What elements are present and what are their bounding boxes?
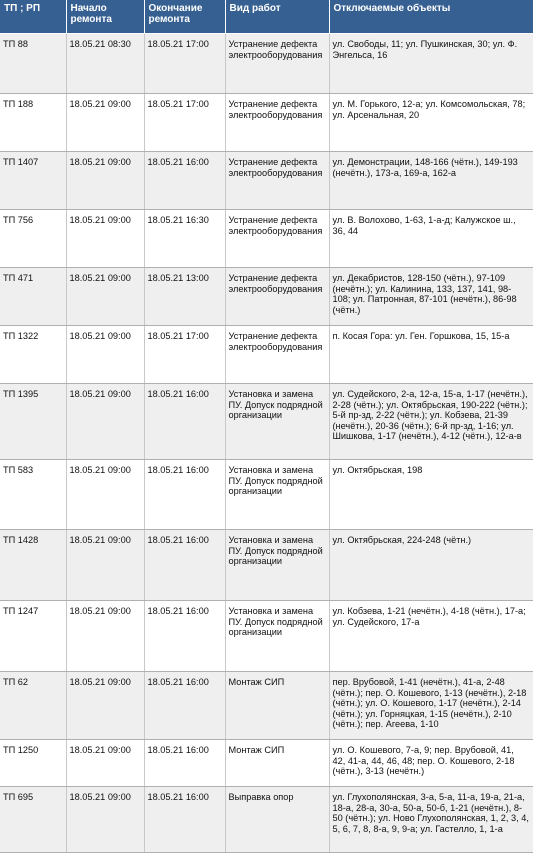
cell-tp: ТП 62 <box>0 672 66 740</box>
cell-objects: ул. Судейского, 2-а, 12-а, 15-а, 1-17 (нечётн.), 2-28 (чётн.); ул. Октябрьская, 190-222 (чётн.); 5-й пр-зд, 2-22 (чётн.); ул. Кобзева, 21-39 (нечётн.), 20-36 (чётн.); 6-й пр-зд, 1-16; ул. Шишкова, 1-17 (нечётн.), 4-12 (чётн.), 12-а-в <box>329 384 533 460</box>
cell-tp: ТП 1247 <box>0 601 66 672</box>
cell-work: Выправка опор <box>225 787 329 853</box>
header-end: Окончание ремонта <box>144 0 225 34</box>
cell-end: 18.05.21 16:00 <box>144 530 225 601</box>
cell-start: 18.05.21 09:00 <box>66 530 144 601</box>
cell-work: Установка и замена ПУ. Допуск подрядной организации <box>225 530 329 601</box>
cell-end: 18.05.21 16:30 <box>144 210 225 268</box>
cell-work: Монтаж СИП <box>225 672 329 740</box>
cell-tp: ТП 1250 <box>0 740 66 787</box>
cell-objects: ул. Октябрьская, 224-248 (чётн.) <box>329 530 533 601</box>
cell-start: 18.05.21 09:00 <box>66 326 144 384</box>
cell-objects: ул. Октябрьская, 198 <box>329 460 533 530</box>
cell-work: Монтаж СИП <box>225 740 329 787</box>
table-row <box>0 326 533 384</box>
cell-objects: ул. О. Кошевого, 7-а, 9; пер. Врубовой, 41, 42, 41-а, 44, 46, 48; пер. О. Кошевого, 2-18 (чётн.), 3-13 (нечётн.) <box>329 740 533 787</box>
table-header-row <box>0 0 533 34</box>
cell-start: 18.05.21 09:00 <box>66 384 144 460</box>
cell-tp: ТП 1322 <box>0 326 66 384</box>
cell-objects: ул. М. Горького, 12-а; ул. Комсомольская, 78; ул. Арсенальная, 20 <box>329 94 533 152</box>
table-row <box>0 34 533 94</box>
cell-end: 18.05.21 16:00 <box>144 787 225 853</box>
cell-work: Устранение дефекта электрооборудования <box>225 326 329 384</box>
cell-start: 18.05.21 09:00 <box>66 601 144 672</box>
cell-work: Устранение дефекта электрооборудования <box>225 152 329 210</box>
cell-start: 18.05.21 09:00 <box>66 94 144 152</box>
cell-end: 18.05.21 17:00 <box>144 326 225 384</box>
cell-end: 18.05.21 16:00 <box>144 152 225 210</box>
cell-objects: ул. Глухополянская, 3-а, 5-а, 11-а, 19-а, 21-а, 18-а, 28-а, 30-а, 50-а, 50-б, 1-21 (нечётн.), 8-50 (чётн.); ул. Ново Глухополянская, 1, 2, 3, 4, 5, 6, 7, 8, 8-а, 9, 9-а; ул. Гастелло, 1, 1-а <box>329 787 533 853</box>
cell-tp: ТП 1407 <box>0 152 66 210</box>
cell-start: 18.05.21 09:00 <box>66 787 144 853</box>
table-row <box>0 530 533 601</box>
cell-tp: ТП 1428 <box>0 530 66 601</box>
cell-start: 18.05.21 09:00 <box>66 740 144 787</box>
cell-tp: ТП 583 <box>0 460 66 530</box>
cell-start: 18.05.21 09:00 <box>66 460 144 530</box>
cell-end: 18.05.21 17:00 <box>144 94 225 152</box>
cell-objects: п. Косая Гора: ул. Ген. Горшкова, 15, 15-а <box>329 326 533 384</box>
cell-end: 18.05.21 13:00 <box>144 268 225 326</box>
cell-start: 18.05.21 09:00 <box>66 210 144 268</box>
cell-work: Устранение дефекта электрооборудования <box>225 34 329 94</box>
cell-tp: ТП 471 <box>0 268 66 326</box>
table-row <box>0 740 533 787</box>
cell-start: 18.05.21 08:30 <box>66 34 144 94</box>
cell-end: 18.05.21 17:00 <box>144 34 225 94</box>
table-row <box>0 94 533 152</box>
table-row <box>0 601 533 672</box>
cell-end: 18.05.21 16:00 <box>144 672 225 740</box>
cell-work: Установка и замена ПУ. Допуск подрядной организации <box>225 384 329 460</box>
cell-start: 18.05.21 09:00 <box>66 268 144 326</box>
cell-objects: ул. Демонстрации, 148-166 (чётн.), 149-193 (нечётн.), 173-а, 169-а, 162-а <box>329 152 533 210</box>
cell-start: 18.05.21 09:00 <box>66 672 144 740</box>
cell-work: Устранение дефекта электрооборудования <box>225 268 329 326</box>
header-objects: Отключаемые объекты <box>329 0 533 34</box>
cell-tp: ТП 188 <box>0 94 66 152</box>
cell-work: Устранение дефекта электрооборудования <box>225 210 329 268</box>
cell-tp: ТП 695 <box>0 787 66 853</box>
header-tp: ТП ; РП <box>0 0 66 34</box>
table-row <box>0 210 533 268</box>
cell-start: 18.05.21 09:00 <box>66 152 144 210</box>
cell-work: Установка и замена ПУ. Допуск подрядной организации <box>225 460 329 530</box>
cell-tp: ТП 1395 <box>0 384 66 460</box>
table-row <box>0 787 533 853</box>
cell-end: 18.05.21 16:00 <box>144 740 225 787</box>
cell-end: 18.05.21 16:00 <box>144 601 225 672</box>
table-row <box>0 384 533 460</box>
table-row <box>0 268 533 326</box>
cell-end: 18.05.21 16:00 <box>144 384 225 460</box>
cell-objects: ул. В. Волохово, 1-63, 1-а-д; Калужское ш., 36, 44 <box>329 210 533 268</box>
cell-tp: ТП 88 <box>0 34 66 94</box>
cell-end: 18.05.21 16:00 <box>144 460 225 530</box>
cell-work: Установка и замена ПУ. Допуск подрядной организации <box>225 601 329 672</box>
table-row <box>0 152 533 210</box>
cell-tp: ТП 756 <box>0 210 66 268</box>
table-row <box>0 460 533 530</box>
header-start: Начало ремонта <box>66 0 144 34</box>
cell-objects: пер. Врубовой, 1-41 (нечётн.), 41-а, 2-48 (чётн.); пер. О. Кошевого, 1-13 (нечётн.), 2-18 (чётн.); ул. О. Кошевого, 1-17 (нечётн.), 2-14 (чётн.); ул. Горняцкая, 1-15 (нечётн.), 2-10 (чётн.); пер. Агеева, 1-10 <box>329 672 533 740</box>
cell-objects: ул. Декабристов, 128-150 (чётн.), 97-109 (нечётн.); ул. Калинина, 133, 137, 141, 98-108; ул. Патронная, 87-101 (нечётн.), 86-98 (чётн.) <box>329 268 533 326</box>
table-row <box>0 672 533 740</box>
header-work: Вид работ <box>225 0 329 34</box>
cell-objects: ул. Кобзева, 1-21 (нечётн.), 4-18 (чётн.), 17-а; ул. Судейского, 17-а <box>329 601 533 672</box>
cell-work: Устранение дефекта электрооборудования <box>225 94 329 152</box>
cell-objects: ул. Свободы, 11; ул. Пушкинская, 30; ул. Ф. Энгельса, 16 <box>329 34 533 94</box>
